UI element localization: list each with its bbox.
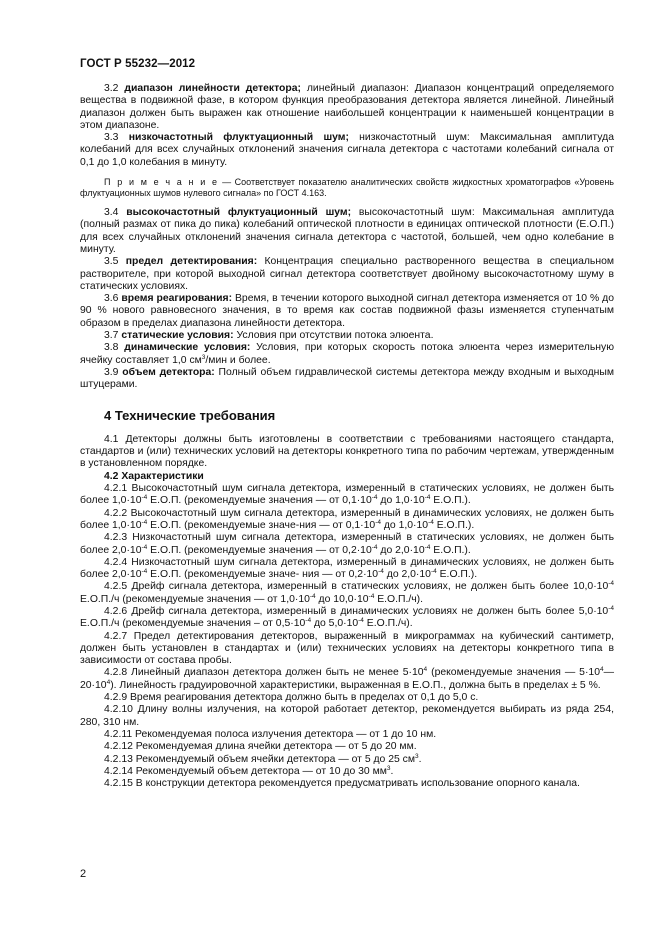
clause-4-2-title: 4.2 Характеристики (104, 470, 204, 482)
clause-4-2-9: 4.2.9 Время реагирования детектора должно быть в пределах от 0,1 до 5,0 с. (104, 692, 479, 704)
definition-3-8: 3.8 динамические условия: Условия, при которых скорость потока элюента через измерительную ячейку составляет 1,0 $см^3$/мин и более. (80, 342, 614, 366)
clause-4-2-14: 4.2.14 Рекомендуемый объем детектора — от 10 до 30 $мм^3$. (104, 764, 394, 777)
clause-4-2-8: 4.2.8 Линейный диапазон детектора должен быть не менее $5\cdot 10^4$ (рекомендуемые значения — $5\cdot 10^4—20\cdot 10^4$). Линейность градуировочной характеристики, выраженная в Е.О.П., должна быть в пределах ± 5 %. (80, 666, 614, 691)
term: высокочастотный флуктуационный шум; (126, 207, 352, 219)
definition-3-9: 3.9 объем детектора: Полный объем гидравлической системы детектора между входным и выходным штуцерами. (80, 366, 614, 391)
clause-4-2-7: 4.2.7 Предел детектирования детекторов, выраженный в микрограммах на кубический сантиметр, должен быть установлен в стандартах и (или) технических условиях на детекторы конкретного типа в зависимости от состава пробы. (80, 630, 614, 667)
clause-4-2-1: 4.2.1 Высокочастотный шум сигнала детектора, измеренный в статических условиях, не должен быть более $1,0\cdot 10^{-4}$ Е.О.П. (рекомендуемые значения — от $0,1\cdot 10^{-4}$ до $1,0\cdot 10^{-4}$ Е.О.П.). (80, 483, 614, 507)
clause-4-2-6: 4.2.6 Дрейф сигнала детектора, измеренный в динамических условиях не должен быть более $5,0\cdot 10^{-4}$ Е.О.П./ч (рекомендуемые значения – от $0,5\cdot 10^{-4}$ до $5,0\cdot 10^{-4}$ Е.О.П./ч). (80, 604, 614, 630)
definition-3-2: 3.2 диапазон линейности детектора; линейный диапазон: Диапазон концентраций определяемого вещества в подвижной фазе, в котором функция преобразования детектора является линейной. Линейный диапазон должен быть выражен как отношение наибольшей концентрации к наименьшей концентрации в этом диапазоне. (80, 83, 615, 131)
definition-3-7: 3.7 статические условия: Условия при отсутствии потока элюента. (104, 330, 434, 342)
term: низкочастотный флуктуационный шум; (128, 132, 349, 144)
clause-4-2-5: 4.2.5 Дрейф сигнала детектора, измеренный в статических условиях, не должен быть более $10,0\cdot 10^{-4}$ Е.О.П./ч (рекомендуемые значения — от $1,0\cdot 10^{-4}$ до $10,0\cdot 10^{-4}$ Е.О.П./ч). (80, 580, 614, 605)
clause-4-2-3: 4.2.3 Низкочастотный шум сигнала детектора, измеренный в статических условиях, не должен быть более $2,0\cdot 10^{-4}$ Е.О.П. (рекомендуемые значения — от $0,2\cdot 10^{-4}$ до $2,0\cdot 10^{-4}$ Е.О.П.). (80, 532, 614, 556)
definition-3-3: 3.3 низкочастотный флуктуационный шум; низкочастотный шум: Максимальная амплитуда колебаний для всех случайных отклонений значения сигнала детектора с частотами колебаний сигнала от 0,1 до 1,0 колебания в минуту. (80, 132, 614, 168)
definition-3-6: 3.6 время реагирования: Время, в течении которого выходной сигнал детектора изменяется от 10 % до 90 % нового равновесного значения, в то время как состав подвижной фазы изменяется ступенчатым образом в пределах диапазона линейности детектора. (80, 293, 614, 329)
section-title: 4 Технические требования (104, 407, 276, 423)
term: диапазон линейности детектора; (124, 83, 301, 94)
page-number: 2 (80, 868, 87, 880)
definition-3-5: 3.5 предел детектирования: Концентрация специально растворенного вещества в специальном растворителе, при которой выходной сигнал детектора соответствует двойному высокочастотному шуму в статических условиях. (80, 256, 614, 292)
clause-4-1: 4.1 Детекторы должны быть изготовлены в соответствии с требованиями настоящего стандарта, стандартов и (или) технических условий на детекторы конкретного типа по рабочим чертежам, утвержденным в установленном порядке. (80, 433, 614, 470)
term: объем детектора: (122, 366, 215, 378)
clause-4-2-13: 4.2.13 Рекомендуемый объем ячейки детектора — от 5 до 25 $см^3$. (104, 752, 422, 765)
clause-4-2-11: 4.2.11 Рекомендуемая полоса излучения детектора — от 1 до 10 нм. (104, 728, 437, 740)
term: статические условия: (121, 330, 234, 342)
term: время реагирования: (121, 293, 233, 305)
page-body (80, 83, 614, 790)
document-header: ГОСТ Р 55232—2012 (80, 58, 196, 70)
term: динамические условия: (124, 342, 251, 354)
clause-4-2-12: 4.2.12 Рекомендуемая длина ячейки детектора — от 5 до 20 мм. (104, 741, 417, 753)
note: П р и м е ч а н и е — Соответствует показателю аналитических свойств жидкостных хроматографов «Уровень флуктуационных шумов нулевого сигнала» по ГОСТ 4.163. (80, 177, 614, 199)
term: предел детектирования: (125, 256, 258, 268)
note-label: П р и м е ч а н и е (104, 177, 219, 188)
definition-3-4: 3.4 высокочастотный флуктуационный шум; высокочастотный шум: Максимальная амплитуда (полный размах от пика до пика) колебаний оптической плотности в единицах оптической плотности (Е.О.П.) для всех случайных отклонений значения сигнала детектора с частотой, большей, чем одно колебание в минуту. (80, 207, 615, 255)
clause-4-2-10: 4.2.10 Длину волны излучения, на которой работает детектор, рекомендуется выбирать из ряда 254, 280, 310 нм. (80, 704, 614, 728)
clause-4-2-4: 4.2.4 Низкочастотный шум сигнала детектора, измеренный в динамических условиях, не должен быть более $2,0\cdot 10^{-4}$ Е.О.П. (рекомендуемые значе- ния — от $0,2\cdot 10^{-4}$ до $2,0\cdot 10^{-4}$ Е.О.П.). (80, 556, 614, 581)
clause-4-2-15: 4.2.15 В конструкции детектора рекомендуется предусматривать использование опорного канала. (104, 778, 580, 790)
clause-4-2-2: 4.2.2 Высокочастотный шум сигнала детектора, измеренный в динамических условиях, не должен быть более $1,0\cdot 10^{-4}$ Е.О.П. (рекомендуемые значе-ния — от $0,1\cdot 10^{-4}$ до $1,0\cdot 10^{-4}$ Е.О.П.). (80, 507, 614, 531)
